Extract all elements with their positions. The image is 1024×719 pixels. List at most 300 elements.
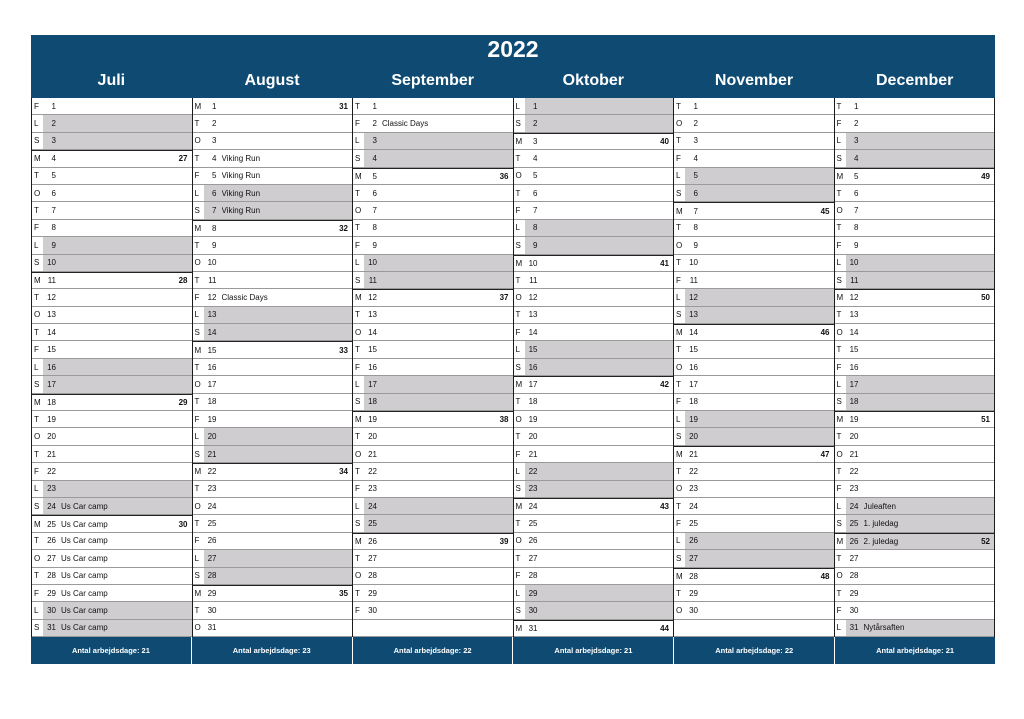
day-row <box>353 411 513 428</box>
work-days-value: 21 <box>624 646 633 656</box>
day-row <box>353 376 513 393</box>
day-row <box>674 202 834 219</box>
weekday-letter: T <box>34 571 39 581</box>
day-number: 30 <box>849 606 859 616</box>
day-number: 17 <box>47 379 56 389</box>
weekday-letter: S <box>514 602 525 618</box>
day-row <box>674 481 834 498</box>
event-label: Viking Run <box>221 153 261 163</box>
weekday-letter: S <box>353 515 364 531</box>
day-row <box>674 133 834 150</box>
weekday-letter: S <box>674 307 685 323</box>
day-number: 6 <box>212 188 217 198</box>
day-number: 29 <box>528 588 538 598</box>
weekday-letter: M <box>355 536 362 546</box>
week-number: 34 <box>339 467 348 477</box>
day-number: 26 <box>528 536 538 546</box>
day-row <box>193 585 353 602</box>
weekday-letter: L <box>674 411 685 427</box>
day-number: 26 <box>689 536 698 546</box>
day-number: 2 <box>693 119 698 129</box>
day-row <box>353 394 513 411</box>
day-row <box>193 133 353 150</box>
weekday-letter: T <box>515 397 521 407</box>
day-row <box>674 515 834 532</box>
day-number: 11 <box>689 275 698 285</box>
day-row <box>193 359 353 376</box>
day-number: 27 <box>849 553 859 563</box>
event-label: Us Car camp <box>61 623 108 633</box>
day-number: 23 <box>47 484 56 494</box>
weekday-letter: T <box>194 484 200 494</box>
weekday-letter: T <box>676 101 681 111</box>
day-row <box>674 446 834 463</box>
day-row <box>193 533 353 550</box>
work-days-count <box>835 637 995 664</box>
weekday-letter: T <box>515 153 521 163</box>
weekday-letter: F <box>355 240 360 250</box>
day-row <box>674 237 834 254</box>
day-number: 11 <box>47 276 56 286</box>
day-number: 3 <box>533 136 538 146</box>
weekday-letter: T <box>34 292 39 302</box>
weekday-letter: M <box>676 450 683 459</box>
month-column <box>193 98 354 637</box>
day-row <box>674 341 834 358</box>
weekday-letter: O <box>194 258 201 268</box>
day-row <box>835 255 995 272</box>
day-number: 4 <box>533 153 538 163</box>
day-number: 1 <box>212 101 217 111</box>
day-row <box>353 185 513 202</box>
weekday-letter: M <box>194 589 202 599</box>
weekday-letter: L <box>514 585 525 601</box>
work-days-count <box>192 637 353 664</box>
day-number: 23 <box>849 484 859 494</box>
weekday-letter: F <box>355 606 360 616</box>
weekday-letter: L <box>353 498 364 514</box>
month-column <box>353 98 514 637</box>
day-number: 30 <box>689 606 698 616</box>
day-number: 19 <box>368 415 377 425</box>
day-row <box>514 602 674 619</box>
weekday-letter: S <box>32 255 43 271</box>
weekday-letter: F <box>34 345 39 355</box>
day-row <box>32 394 192 411</box>
day-row <box>353 133 513 150</box>
weekday-letter: S <box>514 359 525 375</box>
day-row <box>353 533 513 550</box>
week-number: 38 <box>499 415 509 425</box>
event-label: 1. juledag <box>863 519 899 529</box>
weekday-letter: S <box>353 394 364 410</box>
event-label: Classic Days <box>382 119 429 129</box>
day-row <box>674 394 834 411</box>
day-number: 7 <box>372 206 377 216</box>
weekday-letter: L <box>835 376 846 392</box>
weekday-letter: T <box>836 432 842 442</box>
day-row <box>514 115 674 132</box>
weekday-letter: O <box>836 206 843 216</box>
empty-day-row <box>674 620 834 637</box>
weekday-letter: O <box>676 362 683 372</box>
day-row <box>835 428 995 445</box>
weekday-letter: T <box>836 466 842 476</box>
day-number: 15 <box>528 345 538 355</box>
weekday-letter: T <box>676 466 681 476</box>
work-days-label: Antal arbejdsdage: <box>554 646 622 656</box>
day-row <box>674 376 834 393</box>
day-number: 1 <box>51 101 56 111</box>
weekday-letter: T <box>34 414 39 424</box>
weekday-letter: F <box>194 536 200 546</box>
weekday-letter: M <box>194 345 202 355</box>
weekday-letter: S <box>32 376 43 392</box>
weekday-letter: L <box>193 185 204 201</box>
day-number: 8 <box>51 223 56 233</box>
weekday-letter: F <box>515 327 521 337</box>
weekday-letter: L <box>353 133 364 149</box>
weekday-letter: T <box>515 553 521 563</box>
day-number: 11 <box>368 275 377 285</box>
day-number: 16 <box>689 362 698 372</box>
week-number: 49 <box>981 171 990 181</box>
day-number: 18 <box>689 397 698 407</box>
day-row <box>32 115 192 132</box>
day-row <box>353 515 513 532</box>
day-row <box>32 255 192 272</box>
day-number: 10 <box>528 258 538 268</box>
weekday-letter: O <box>355 327 362 337</box>
day-row <box>32 341 192 358</box>
work-days-label: Antal arbejdsdage: <box>232 646 301 656</box>
work-days-label: Antal arbejdsdage: <box>876 646 944 656</box>
day-number: 30 <box>368 606 377 616</box>
day-row <box>835 446 995 463</box>
day-number: 19 <box>207 414 217 424</box>
weekday-letter: M <box>515 380 523 390</box>
weekday-letter: F <box>355 484 360 494</box>
month-headers <box>31 64 995 98</box>
weekday-letter: O <box>515 292 522 302</box>
day-number: 29 <box>368 588 377 598</box>
day-row <box>674 168 834 185</box>
day-row <box>674 272 834 289</box>
week-number: 30 <box>178 519 188 529</box>
day-number: 25 <box>689 519 698 529</box>
weekday-letter: L <box>835 498 846 514</box>
day-row <box>674 324 834 341</box>
month-title: August <box>244 72 300 89</box>
weekday-letter: L <box>674 533 685 549</box>
day-row <box>514 307 674 324</box>
week-number: 48 <box>820 571 830 581</box>
weekday-letter: O <box>836 571 843 581</box>
weekday-letter: F <box>194 414 200 424</box>
day-number: 7 <box>854 206 859 216</box>
day-row <box>674 463 834 480</box>
weekday-letter: M <box>34 276 41 286</box>
day-row <box>514 550 674 567</box>
day-number: 26 <box>368 536 377 546</box>
weekday-letter: L <box>674 289 685 305</box>
week-number: 35 <box>339 589 348 599</box>
day-row <box>835 220 995 237</box>
day-number: 16 <box>849 362 859 372</box>
day-number: 11 <box>850 275 859 285</box>
day-number: 13 <box>528 310 538 320</box>
day-number: 8 <box>854 223 859 233</box>
weekday-letter: L <box>32 602 43 618</box>
day-row <box>514 463 674 480</box>
day-row <box>353 428 513 445</box>
weekday-letter: F <box>836 606 842 616</box>
day-number: 28 <box>368 571 377 581</box>
day-number: 23 <box>368 484 377 494</box>
day-row <box>32 498 192 515</box>
weekday-letter: S <box>32 133 43 149</box>
day-number: 15 <box>689 345 698 355</box>
weekday-letter: L <box>514 341 525 357</box>
weekday-letter: T <box>355 432 360 442</box>
day-row <box>514 515 674 532</box>
day-number: 4 <box>693 153 698 163</box>
month-column <box>835 98 996 637</box>
day-row <box>514 376 674 393</box>
day-row <box>32 98 192 115</box>
weekday-letter: F <box>34 223 39 233</box>
day-row <box>353 98 513 115</box>
day-number: 3 <box>51 136 56 146</box>
day-number: 18 <box>47 397 56 407</box>
calendar-body <box>31 98 995 637</box>
day-number: 20 <box>689 432 698 442</box>
weekday-letter: T <box>34 327 39 337</box>
day-row <box>353 463 513 480</box>
day-number: 29 <box>849 588 859 598</box>
day-row <box>32 359 192 376</box>
day-row <box>193 498 353 515</box>
day-row <box>193 307 353 324</box>
weekday-letter: T <box>836 553 842 563</box>
day-number: 9 <box>533 240 538 250</box>
day-number: 5 <box>51 171 56 181</box>
event-label: Us Car camp <box>61 606 108 616</box>
day-row <box>32 289 192 306</box>
day-row <box>835 272 995 289</box>
day-row <box>514 150 674 167</box>
day-number: 12 <box>47 292 56 302</box>
weekday-letter: M <box>355 415 362 425</box>
day-number: 1 <box>533 101 538 111</box>
work-days-value: 22 <box>463 646 472 656</box>
week-number: 42 <box>660 380 669 390</box>
event-label: Us Car camp <box>61 571 108 581</box>
weekday-letter: L <box>674 168 685 184</box>
weekday-letter: S <box>32 498 43 514</box>
weekday-letter: T <box>194 240 200 250</box>
weekday-letter: T <box>676 501 681 511</box>
weekday-letter: F <box>515 449 521 459</box>
event-label: Juleaften <box>863 501 896 511</box>
weekday-letter: S <box>674 428 685 444</box>
week-number: 41 <box>660 258 669 268</box>
day-row <box>674 255 834 272</box>
work-days-footer <box>31 637 995 664</box>
event-label: Viking Run <box>221 206 261 216</box>
work-days-value: 23 <box>302 646 311 656</box>
day-row <box>193 411 353 428</box>
day-number: 22 <box>689 466 698 476</box>
day-number: 13 <box>689 310 698 320</box>
day-number: 11 <box>208 275 217 285</box>
weekday-letter: M <box>836 171 844 181</box>
day-number: 14 <box>689 328 698 338</box>
weekday-letter: L <box>193 550 204 566</box>
weekday-letter: S <box>674 185 685 201</box>
day-number: 21 <box>689 450 698 459</box>
weekday-letter: S <box>835 150 846 166</box>
day-row <box>353 568 513 585</box>
weekday-letter: O <box>676 119 683 129</box>
day-row <box>514 289 674 306</box>
week-number: 39 <box>499 536 509 546</box>
day-row <box>674 585 834 602</box>
day-number: 25 <box>368 519 377 529</box>
weekday-letter: T <box>194 119 200 129</box>
day-row <box>514 498 674 515</box>
weekday-letter: O <box>355 449 362 459</box>
day-number: 19 <box>849 415 859 425</box>
day-row <box>32 150 192 167</box>
day-number: 24 <box>528 502 538 512</box>
weekday-letter: O <box>34 432 41 442</box>
week-number: 51 <box>981 415 990 425</box>
day-number: 19 <box>528 414 538 424</box>
weekday-letter: T <box>515 519 521 529</box>
day-number: 13 <box>368 310 377 320</box>
weekday-letter: O <box>836 327 843 337</box>
weekday-letter: O <box>515 536 522 546</box>
weekday-letter: O <box>194 501 201 511</box>
week-number: 40 <box>660 136 669 146</box>
day-number: 20 <box>47 432 56 442</box>
day-number: 26 <box>849 536 859 546</box>
day-row <box>835 115 995 132</box>
weekday-letter: O <box>676 606 683 616</box>
day-number: 23 <box>528 484 538 494</box>
weekday-letter: T <box>194 606 200 616</box>
weekday-letter: O <box>355 571 362 581</box>
weekday-letter: L <box>193 428 204 444</box>
day-row <box>514 428 674 445</box>
weekday-letter: M <box>34 519 41 529</box>
day-row <box>353 359 513 376</box>
weekday-letter: T <box>515 432 521 442</box>
weekday-letter: F <box>836 362 842 372</box>
day-number: 4 <box>372 153 377 163</box>
day-row <box>514 481 674 498</box>
month-column <box>32 98 193 637</box>
day-row <box>514 585 674 602</box>
day-number: 17 <box>368 379 377 389</box>
day-row <box>835 585 995 602</box>
month-column <box>674 98 835 637</box>
weekday-letter: O <box>515 171 522 181</box>
day-number: 13 <box>47 310 56 320</box>
day-number: 8 <box>533 223 538 233</box>
work-days-label: Antal arbejdsdage: <box>71 646 140 656</box>
day-row <box>32 220 192 237</box>
day-row <box>32 376 192 393</box>
day-row <box>32 481 192 498</box>
day-number: 28 <box>689 571 698 581</box>
day-number: 10 <box>849 258 859 268</box>
weekday-letter: O <box>355 206 362 216</box>
day-number: 12 <box>849 293 859 303</box>
day-number: 6 <box>372 188 377 198</box>
day-number: 5 <box>693 171 698 181</box>
week-number: 47 <box>820 450 830 459</box>
weekday-letter: T <box>355 310 360 320</box>
weekday-letter: F <box>836 484 842 494</box>
weekday-letter: F <box>676 397 681 407</box>
weekday-letter: F <box>515 206 521 216</box>
day-row <box>193 428 353 445</box>
weekday-letter: F <box>836 119 842 129</box>
day-row <box>514 133 674 150</box>
day-row <box>353 481 513 498</box>
day-row <box>835 307 995 324</box>
day-number: 25 <box>207 519 217 529</box>
weekday-letter: O <box>194 623 201 633</box>
day-row <box>353 550 513 567</box>
weekday-letter: S <box>835 394 846 410</box>
day-row <box>353 237 513 254</box>
week-number: 44 <box>660 623 669 633</box>
work-days-label: Antal arbejdsdage: <box>393 646 462 656</box>
day-row <box>32 185 192 202</box>
weekday-letter: M <box>676 571 683 581</box>
event-label: Nytårsaften <box>863 623 905 633</box>
day-number: 3 <box>693 136 698 146</box>
day-number: 8 <box>212 223 217 233</box>
weekday-letter: T <box>515 188 521 198</box>
day-row <box>32 585 192 602</box>
day-number: 30 <box>47 606 56 616</box>
day-row <box>193 168 353 185</box>
day-row <box>514 359 674 376</box>
day-number: 16 <box>528 362 538 372</box>
day-row <box>193 602 353 619</box>
weekday-letter: S <box>353 150 364 166</box>
day-number: 8 <box>693 223 698 233</box>
day-number: 18 <box>368 397 377 407</box>
day-number: 14 <box>528 327 538 337</box>
day-number: 20 <box>368 432 377 442</box>
day-row <box>835 498 995 515</box>
weekday-letter: M <box>34 154 41 164</box>
day-number: 21 <box>207 449 217 459</box>
day-number: 15 <box>207 345 217 355</box>
work-days-count <box>674 637 835 664</box>
day-number: 19 <box>689 414 698 424</box>
day-number: 24 <box>47 501 56 511</box>
event-label: Us Car camp <box>61 519 108 529</box>
day-row <box>835 324 995 341</box>
weekday-letter: S <box>353 272 364 288</box>
day-row <box>835 202 995 219</box>
